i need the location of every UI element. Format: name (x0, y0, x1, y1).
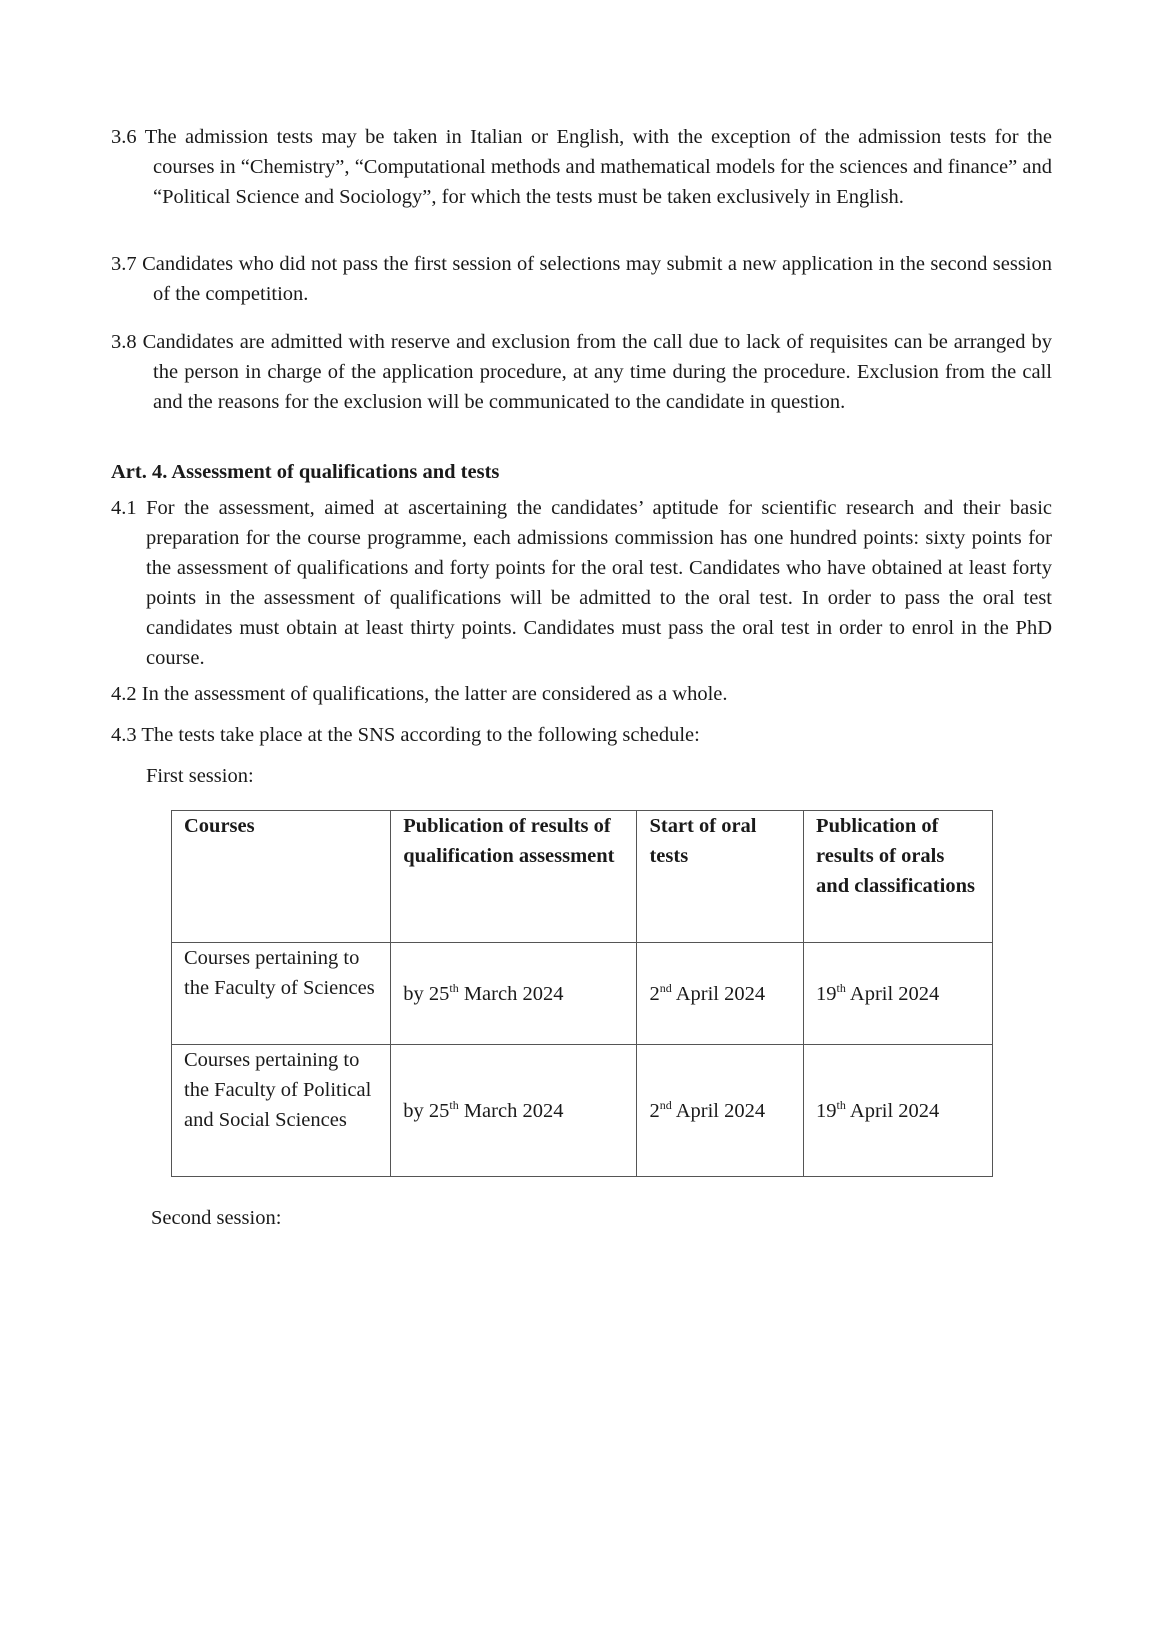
oral-start-date-cell: 2nd April 2024 (637, 1045, 804, 1177)
header-courses: Courses (172, 811, 391, 943)
second-session-label: Second session: (151, 1207, 282, 1229)
first-session-label: First session: (146, 765, 254, 787)
paragraph-4-3: 4.3 The tests take place at the SNS according to the following schedule: (111, 724, 700, 746)
classification-date-cell: 19th April 2024 (804, 943, 993, 1045)
table-header-row (172, 811, 993, 943)
header-qualification-results: Publication of results of qualification assessment (391, 811, 637, 943)
qualification-date-cell: by 25th March 2024 (391, 943, 637, 1045)
paragraph-3-7: 3.7 Candidates who did not pass the first session of selections may submit a new application in the second session of the competition. (111, 253, 1052, 305)
qualification-date-cell: by 25th March 2024 (391, 1045, 637, 1177)
paragraph-4-2: 4.2 In the assessment of qualifications, the latter are considered as a whole. (111, 683, 728, 705)
paragraph-4-1: 4.1 For the assessment, aimed at ascertaining the candidates’ aptitude for scientific research and their basic preparation for the course programme, each admissions commission has one hundred points: sixty points for the assessment of qualifications and forty points for the oral test. Candidates who have obtained at least forty points in the assessment of qualifications will be admitted to the oral test. In order to pass the oral test candidates must obtain at least thirty points. Candidates must pass the oral test in order to enrol in the PhD course. (111, 497, 1052, 669)
paragraph-3-8: 3.8 Candidates are admitted with reserve and exclusion from the call due to lack of requisites can be arranged by the person in charge of the application procedure, at any time during the procedure. Exclusion from the call and the reasons for the exclusion will be communicated to the candidate in question. (111, 331, 1052, 413)
schedule-table (171, 810, 993, 1177)
paragraph-3-6: 3.6 The admission tests may be taken in Italian or English, with the exception of the admission tests for the courses in “Chemistry”, “Computational methods and mathematical models for the sciences and finance” and “Political Science and Sociology”, for which the tests must be taken exclusively in English. (111, 126, 1052, 208)
course-cell: Courses pertaining to the Faculty of Political and Social Sciences (172, 1045, 391, 1177)
header-oral-start: Start of oral tests (637, 811, 804, 943)
header-oral-results: Publication of results of orals and classifications (804, 811, 993, 943)
course-cell: Courses pertaining to the Faculty of Sciences (172, 943, 391, 1045)
table-row (172, 1045, 993, 1177)
table-row (172, 943, 993, 1045)
oral-start-date-cell: 2nd April 2024 (637, 943, 804, 1045)
article-4-heading: Art. 4. Assessment of qualifications and tests (111, 461, 500, 483)
classification-date-cell: 19th April 2024 (804, 1045, 993, 1177)
